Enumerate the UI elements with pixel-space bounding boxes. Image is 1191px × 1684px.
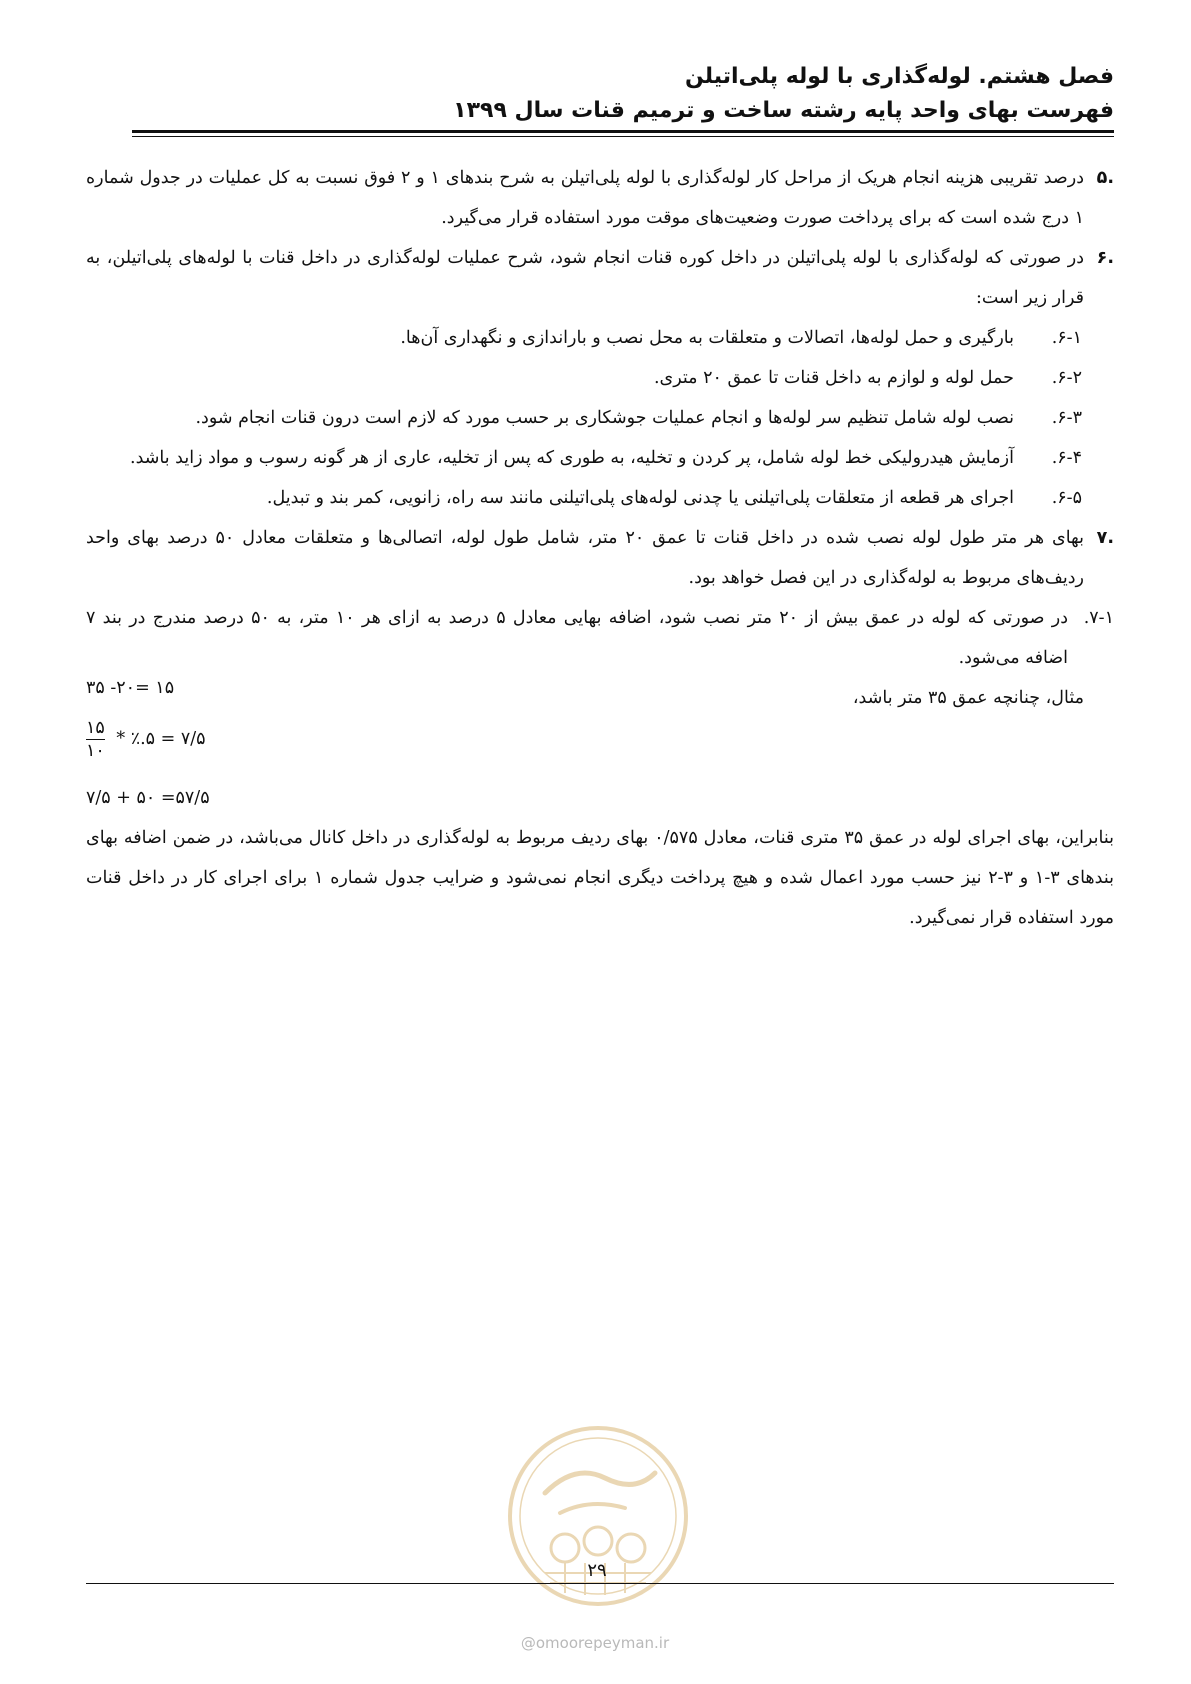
item-text: در صورتی که لوله‌گذاری با لوله پلی‌اتیلن در داخل کوره قنات انجام شود، شرح عملیات لوله‌گذاری در داخل قنات با لوله‌های پلی‌اتیلن، به قرار زیر است: <box>86 248 1084 308</box>
item-number: .۶ <box>1096 248 1114 268</box>
item-text: در صورتی که لوله در عمق بیش از ۲۰ متر نصب شود، اضافه بهایی معادل ۵ درصد به ازای هر ۱۰ متر، به ۵۰ درصد مندرج در بند ۷ اضافه می‌شود. <box>86 608 1068 668</box>
fraction-numerator: ۱۵ <box>86 718 105 738</box>
document-body <box>86 158 1114 718</box>
conclusion-paragraph: بنابراین، بهای اجرای لوله در عمق ۳۵ متری قنات، معادل ۰/۵۷۵ بهای ردیف مربوط به لوله‌گذاری در داخل کانال می‌باشد، در ضمن اضافه بهای بندهای ۳-۱ و ۳-۲ نیز حسب مورد اعمال شده و هیچ پرداخت دیگری انجام نمی‌شود و ضرایب جدول شماره ۱ برای اجرای کار در داخل قنات مورد استفاده قرار نمی‌گیرد. <box>86 828 1114 928</box>
equation-2 <box>86 718 206 761</box>
item-7 <box>86 518 1114 598</box>
subitem-text: بارگیری و حمل لوله‌ها، اتصالات و متعلقات به محل نصب و باراندازی و نگهداری آن‌ها. <box>400 328 1014 348</box>
footer-rule <box>86 1583 1114 1584</box>
item-5 <box>86 158 1114 238</box>
subitem-text: نصب لوله شامل تنظیم سر لوله‌ها و انجام عملیات جوشکاری بر حسب مورد که لازم است درون قنات انجام شود. <box>195 408 1014 428</box>
book-title: فهرست بهای واحد پایه رشته ساخت و ترمیم قنات سال ۱۳۹۹ <box>453 98 1114 123</box>
subitem-6-4 <box>86 438 1114 478</box>
chapter-title: فصل هشتم. لوله‌گذاری با لوله پلی‌اتیلن <box>684 64 1114 89</box>
item-text: بهای هر متر طول لوله نصب شده در داخل قنات تا عمق ۲۰ متر، شامل طول لوله، اتصالی‌ها و متعلقات معادل ۵۰ درصد بهای واحد ردیف‌های مربوط به لوله‌گذاری در این فصل خواهد بود. <box>86 528 1084 588</box>
item-7-1 <box>86 598 1114 678</box>
page-number: ۲۹ <box>587 1560 607 1581</box>
subitem-number: ۶-۱. <box>1051 328 1082 348</box>
header-rule-thin <box>132 136 1114 137</box>
equation-2-rest: * ٪.۵ = ۷/۵ <box>116 729 206 749</box>
item-number: .۵ <box>1096 168 1114 188</box>
subitem-6-1 <box>86 318 1114 358</box>
subitem-6-2 <box>86 358 1114 398</box>
equation-3: ۷/۵ + ۵۰ =۵۷/۵ <box>86 788 210 808</box>
fraction-denominator: ۱۰ <box>86 741 105 761</box>
conclusion-block <box>86 818 1114 938</box>
subitem-number: ۶-۳. <box>1051 408 1082 428</box>
subitem-text: حمل لوله و لوازم به داخل قنات تا عمق ۲۰ متری. <box>653 368 1014 388</box>
item-text: درصد تقریبی هزینه انجام هریک از مراحل کار لوله‌گذاری با لوله پلی‌اتیلن به شرح بندهای ۱ و ۲ فوق نسبت به کل عملیات در جدول شماره ۱ درج شده است که برای پرداخت صورت وضعیت‌های موقت مورد استفاده قرار می‌گیرد. <box>86 168 1085 228</box>
subitem-text: آزمایش هیدرولیکی خط لوله شامل، پر کردن و تخلیه، به طوری که پس از تخلیه، عاری از هر گونه رسوب و مواد زاید باشد. <box>130 448 1014 468</box>
item-number: ۷-۱. <box>1083 608 1114 628</box>
subitem-6-5 <box>86 478 1114 518</box>
equation-2-fraction <box>86 718 105 761</box>
subitem-6-3 <box>86 398 1114 438</box>
page-header <box>132 60 1114 128</box>
item-6 <box>86 238 1114 318</box>
subitem-text: اجرای هر قطعه از متعلقات پلی‌اتیلنی یا چدنی لوله‌های پلی‌اتیلنی مانند سه راه، زانویی، کمر بند و تبدیل. <box>266 488 1014 508</box>
example-intro: مثال، چنانچه عمق ۳۵ متر باشد، <box>852 688 1084 708</box>
subitem-number: ۶-۴. <box>1051 448 1082 468</box>
equation-1: ۳۵ -۲۰= ۱۵ <box>86 678 175 698</box>
item-number: .۷ <box>1096 528 1114 548</box>
watermark-url: @omoorepeyman.ir <box>520 1634 670 1652</box>
header-rule-thick <box>132 130 1114 133</box>
watermark-seal-icon <box>505 1423 691 1609</box>
subitem-number: ۶-۵. <box>1051 488 1082 508</box>
subitem-number: ۶-۲. <box>1051 368 1082 388</box>
fraction-bar <box>86 739 105 740</box>
